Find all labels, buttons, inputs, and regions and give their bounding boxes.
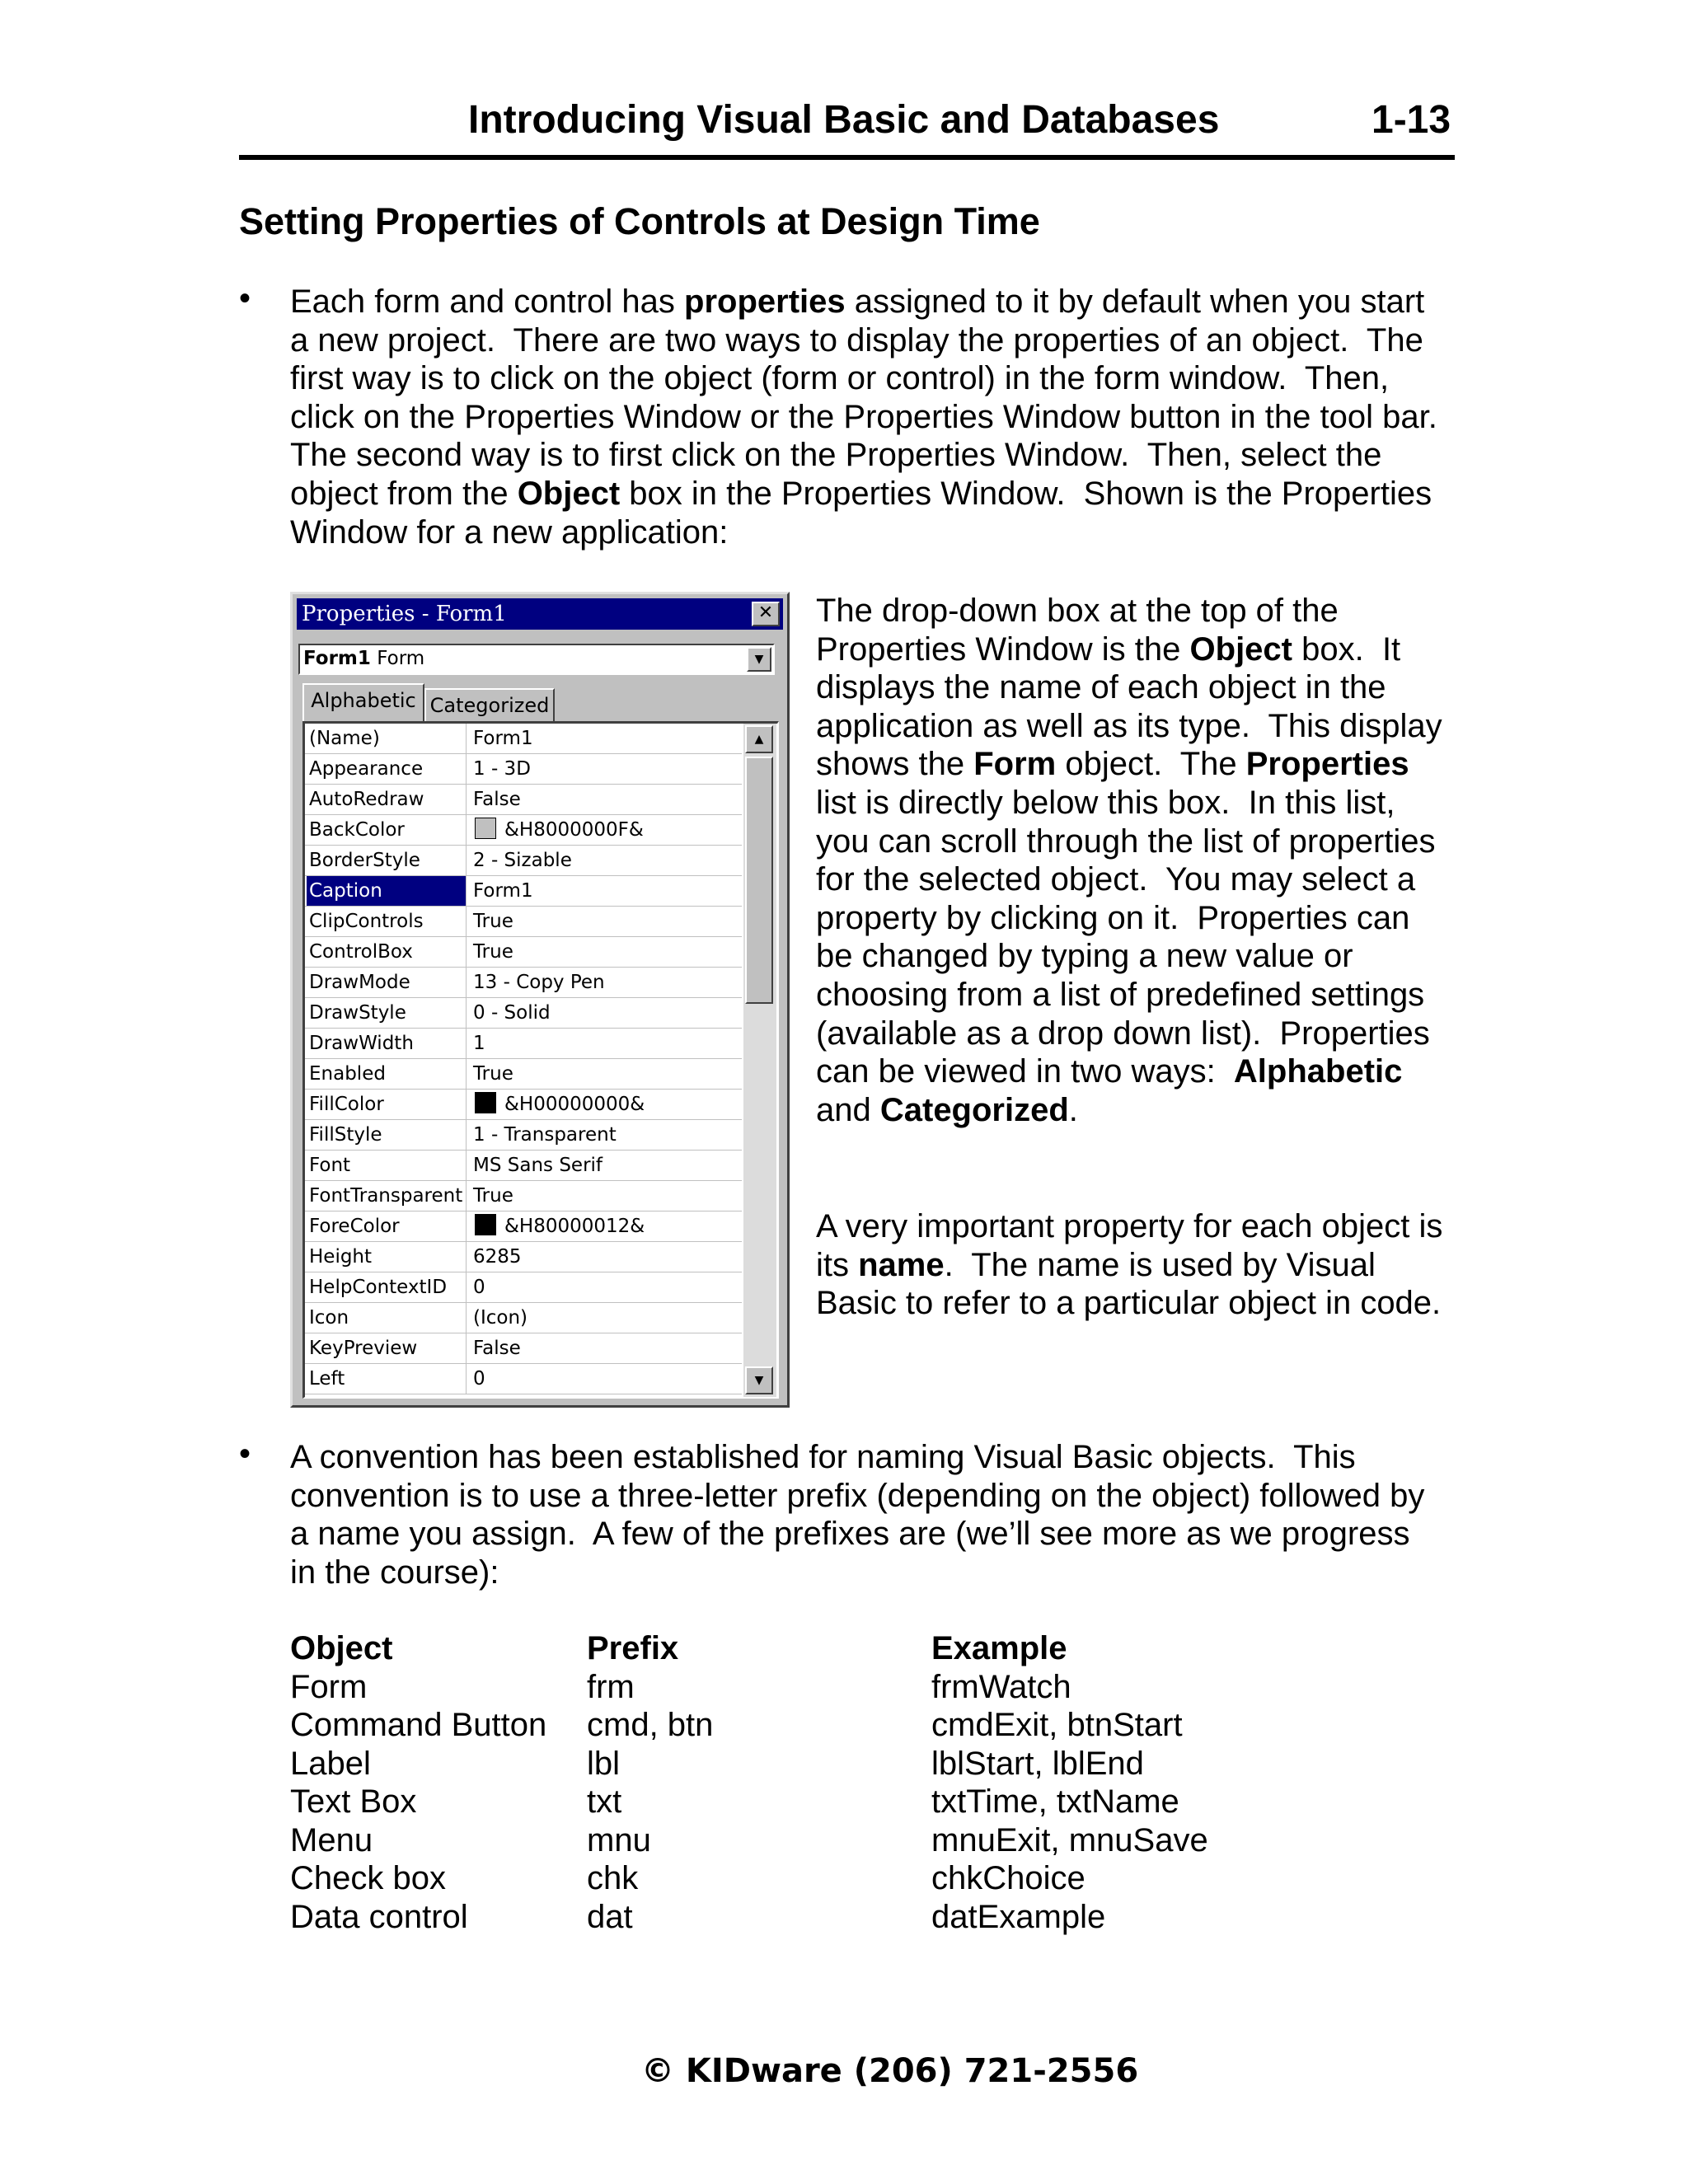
- property-row[interactable]: [305, 815, 742, 846]
- properties-window-title: Properties - Form1: [302, 602, 507, 626]
- property-value[interactable]: &H8000000F&: [470, 815, 742, 845]
- text-line: shows the Form object. The Properties: [816, 746, 1409, 783]
- property-value[interactable]: (Icon): [473, 1307, 528, 1329]
- tab-categorized[interactable]: Categorized: [424, 688, 555, 723]
- property-name: (Name): [307, 724, 467, 753]
- text-line: can be viewed in two ways: Alphabetic: [816, 1053, 1403, 1090]
- table-cell: dat: [587, 1898, 633, 1935]
- text-line: convention is to use a three-letter prefix (depending on the object) followed by: [290, 1477, 1425, 1514]
- property-row[interactable]: [305, 1364, 742, 1394]
- bold-term: Object: [517, 475, 621, 512]
- bold-term: name: [858, 1246, 945, 1283]
- table-cell: frmWatch: [931, 1668, 1071, 1705]
- text-line: choosing from a list of predefined settings: [816, 976, 1425, 1013]
- property-name: DrawWidth: [307, 1029, 467, 1058]
- property-name: Caption: [307, 876, 467, 906]
- property-row[interactable]: [305, 754, 742, 785]
- text-line: A very important property for each object is: [816, 1208, 1443, 1244]
- text-line: a name you assign. A few of the prefixes are (we’ll see more as we progress: [290, 1516, 1410, 1553]
- color-swatch: [475, 1092, 496, 1113]
- property-value[interactable]: &H00000000&: [470, 1090, 742, 1119]
- bullet-1-paragraph: [290, 283, 1437, 551]
- arrow-down-icon: ▼: [754, 1374, 764, 1387]
- property-name: DrawMode: [307, 968, 467, 997]
- property-name: Height: [307, 1242, 467, 1272]
- properties-list[interactable]: [302, 721, 779, 1399]
- property-name: Appearance: [307, 754, 467, 784]
- property-value[interactable]: 0: [473, 1368, 485, 1390]
- text-line: and Categorized.: [816, 1091, 1078, 1128]
- property-value[interactable]: 0 - Solid: [473, 1002, 551, 1024]
- property-name: ControlBox: [307, 937, 467, 967]
- name-property-description: [816, 1207, 1459, 1323]
- footer-copyright: © KIDware (206) 721-2556: [641, 2052, 1139, 2090]
- property-value[interactable]: 2 - Sizable: [473, 850, 572, 871]
- property-row[interactable]: [305, 1059, 742, 1090]
- table-cell: Label: [290, 1745, 371, 1782]
- property-row[interactable]: [305, 785, 742, 815]
- property-value[interactable]: 6285: [473, 1246, 522, 1268]
- property-row[interactable]: [305, 1029, 742, 1059]
- property-name: Left: [307, 1364, 467, 1394]
- table-cell: txtTime, txtName: [931, 1783, 1179, 1820]
- property-value[interactable]: True: [473, 1063, 513, 1085]
- property-value[interactable]: True: [473, 941, 513, 963]
- properties-scrollbar[interactable]: [743, 724, 776, 1397]
- scroll-thumb[interactable]: [745, 757, 773, 1004]
- properties-window: [290, 592, 790, 1408]
- property-row[interactable]: [305, 907, 742, 937]
- property-row[interactable]: [305, 1242, 742, 1272]
- text-line: Window for a new application:: [290, 513, 729, 551]
- chevron-down-icon: ▼: [754, 653, 764, 666]
- table-cell: txt: [587, 1783, 622, 1820]
- property-row[interactable]: [305, 1120, 742, 1151]
- property-value[interactable]: False: [473, 1338, 521, 1359]
- property-row[interactable]: [305, 1303, 742, 1333]
- property-value[interactable]: &H80000012&: [470, 1212, 742, 1241]
- bullet-1-marker: •: [239, 280, 251, 316]
- text-line: displays the name of each object in the: [816, 669, 1386, 706]
- text-line: The second way is to first click on the Properties Window. Then, select the: [290, 437, 1382, 474]
- property-name: KeyPreview: [307, 1333, 467, 1363]
- color-swatch: [475, 818, 496, 839]
- property-value[interactable]: 0: [473, 1277, 485, 1298]
- object-box-dropdown-button[interactable]: [747, 647, 771, 672]
- text-line: a new project. There are two ways to display the properties of an object. The: [290, 321, 1423, 359]
- object-box-name: Form1: [303, 648, 371, 669]
- text-line: click on the Properties Window or the Properties Window button in the tool bar.: [290, 398, 1437, 435]
- text-line: its name. The name is used by Visual: [816, 1246, 1376, 1283]
- table-cell: Form: [290, 1668, 368, 1705]
- close-icon: ✕: [757, 602, 774, 623]
- property-value[interactable]: True: [473, 1185, 513, 1207]
- table-cell: Command Button: [290, 1707, 547, 1743]
- text-line: be changed by typing a new value or: [816, 938, 1353, 975]
- bold-term: Object: [1189, 630, 1292, 668]
- property-value[interactable]: Form1: [473, 728, 533, 749]
- object-box-description: [816, 592, 1459, 1129]
- property-name: Icon: [307, 1303, 467, 1333]
- tab-alphabetic[interactable]: Alphabetic: [302, 683, 424, 721]
- table-header-cell: Object: [290, 1630, 393, 1666]
- property-name: ForeColor: [307, 1212, 467, 1241]
- text-line: Basic to refer to a particular object in code.: [816, 1285, 1442, 1322]
- property-name: BorderStyle: [307, 846, 467, 875]
- table-header-cell: Prefix: [587, 1630, 679, 1666]
- property-row[interactable]: [305, 846, 742, 876]
- property-value[interactable]: 1 - 3D: [473, 758, 531, 780]
- property-row[interactable]: [305, 1090, 742, 1120]
- property-row[interactable]: [305, 998, 742, 1029]
- property-value[interactable]: 1: [473, 1033, 485, 1054]
- scroll-up-button[interactable]: [745, 725, 773, 753]
- bold-term: properties: [684, 284, 846, 320]
- text-line: (available as a drop down list). Properties: [816, 1015, 1430, 1052]
- property-value[interactable]: Form1: [473, 880, 533, 902]
- table-cell: mnuExit, mnuSave: [931, 1821, 1208, 1858]
- table-cell: Text Box: [290, 1783, 417, 1820]
- property-name: HelpContextID: [307, 1272, 467, 1302]
- table-cell: Data control: [290, 1898, 468, 1935]
- table-cell: Check box: [290, 1860, 446, 1896]
- text-line: Properties Window is the Object box. It: [816, 630, 1401, 668]
- property-value[interactable]: 1 - Transparent: [473, 1124, 617, 1146]
- table-cell: mnu: [587, 1821, 651, 1858]
- text-line: you can scroll through the list of properties: [816, 823, 1436, 860]
- header-rule: [239, 155, 1455, 160]
- text-line: The drop-down box at the top of the: [816, 593, 1339, 629]
- bullet-2-marker: •: [239, 1436, 251, 1472]
- property-name: ClipControls: [307, 907, 467, 936]
- property-name: FillStyle: [307, 1120, 467, 1150]
- property-name: FillColor: [307, 1090, 467, 1119]
- object-box[interactable]: [298, 644, 775, 675]
- property-name: AutoRedraw: [307, 785, 467, 814]
- property-value[interactable]: MS Sans Serif: [473, 1155, 603, 1176]
- table-cell: Menu: [290, 1821, 373, 1858]
- close-button[interactable]: [752, 602, 780, 626]
- text-line: Each form and control has properties assigned to it by default when you start: [290, 284, 1425, 320]
- table-cell: frm: [587, 1668, 635, 1705]
- text-line: property by clicking on it. Properties can: [816, 899, 1410, 936]
- table-cell: lbl: [587, 1745, 621, 1782]
- property-row[interactable]: [305, 1272, 742, 1303]
- property-row[interactable]: [305, 1181, 742, 1212]
- property-row[interactable]: [305, 937, 742, 968]
- table-cell: cmd, btn: [587, 1707, 714, 1743]
- property-row[interactable]: [305, 1212, 742, 1242]
- property-name: BackColor: [307, 815, 467, 845]
- property-name: FontTransparent: [307, 1181, 467, 1211]
- property-row[interactable]: [305, 1151, 742, 1181]
- property-value[interactable]: 13 - Copy Pen: [473, 972, 605, 993]
- property-row[interactable]: [305, 724, 742, 754]
- header-title: Introducing Visual Basic and Databases: [468, 98, 1220, 142]
- bold-term: Categorized: [879, 1091, 1069, 1128]
- property-row[interactable]: [305, 968, 742, 998]
- text-line: A convention has been established for naming Visual Basic objects. This: [290, 1439, 1356, 1475]
- page-number: 1-13: [1372, 98, 1451, 142]
- property-row[interactable]: [305, 876, 742, 907]
- table-header-cell: Example: [931, 1630, 1067, 1666]
- table-cell: chkChoice: [931, 1860, 1085, 1896]
- arrow-up-icon: ▲: [754, 733, 764, 746]
- table-cell: chk: [587, 1860, 639, 1896]
- text-line: object from the Object box in the Properties Window. Shown is the Properties: [290, 475, 1432, 512]
- property-name: Font: [307, 1151, 467, 1180]
- text-line: first way is to click on the object (form or control) in the form window. Then,: [290, 360, 1390, 397]
- bold-term: Form: [973, 746, 1057, 783]
- text-line: application as well as its type. This display: [816, 707, 1442, 744]
- bullet-2-paragraph: [290, 1438, 1424, 1591]
- properties-window-titlebar[interactable]: [297, 598, 783, 630]
- property-name: DrawStyle: [307, 998, 467, 1028]
- property-row[interactable]: [305, 1333, 742, 1364]
- table-cell: cmdExit, btnStart: [931, 1707, 1183, 1743]
- text-line: list is directly below this box. In this list,: [816, 784, 1395, 821]
- property-name: Enabled: [307, 1059, 467, 1089]
- table-cell: lblStart, lblEnd: [931, 1745, 1144, 1782]
- section-title: Setting Properties of Controls at Design Time: [239, 200, 1040, 242]
- text-line: for the selected object. You may select a: [816, 861, 1416, 898]
- color-swatch: [475, 1214, 496, 1235]
- table-cell: datExample: [931, 1898, 1106, 1935]
- object-box-type: Form: [377, 648, 425, 669]
- property-value[interactable]: False: [473, 789, 521, 810]
- property-value[interactable]: True: [473, 911, 513, 932]
- bold-term: Alphabetic: [1233, 1053, 1403, 1090]
- bold-term: Properties: [1245, 746, 1409, 783]
- scroll-down-button[interactable]: [745, 1366, 773, 1394]
- text-line: in the course):: [290, 1554, 499, 1591]
